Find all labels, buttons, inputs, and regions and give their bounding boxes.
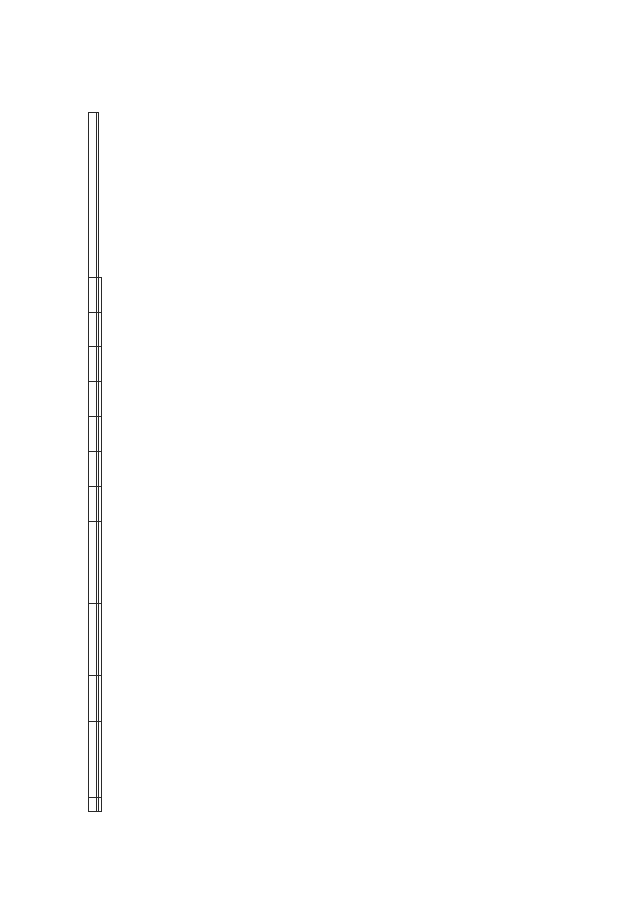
item-name bbox=[99, 721, 101, 797]
column-number-row bbox=[89, 113, 97, 812]
value-cell bbox=[99, 347, 101, 382]
col-header bbox=[89, 797, 97, 811]
value-cell bbox=[99, 312, 101, 347]
empty-cell bbox=[97, 113, 99, 278]
value-cell bbox=[99, 487, 101, 522]
col-header bbox=[89, 113, 97, 278]
item-program bbox=[99, 604, 101, 676]
col-header bbox=[89, 487, 97, 522]
col-header bbox=[89, 382, 97, 417]
col-header bbox=[89, 676, 97, 721]
col-header bbox=[89, 604, 97, 676]
value-cell bbox=[99, 277, 101, 312]
table-row bbox=[99, 113, 101, 812]
rotated-table-page bbox=[88, 112, 613, 812]
col-header bbox=[89, 452, 97, 487]
value-cell bbox=[99, 382, 101, 417]
col-header bbox=[89, 347, 97, 382]
item-period bbox=[99, 676, 101, 721]
value-cell bbox=[99, 452, 101, 487]
source-label bbox=[99, 522, 101, 604]
value-cell bbox=[99, 417, 101, 452]
col-header bbox=[89, 721, 97, 797]
item-number bbox=[99, 797, 101, 811]
col-header bbox=[89, 417, 97, 452]
col-header bbox=[89, 522, 97, 604]
financing-table bbox=[88, 112, 102, 812]
col-header bbox=[89, 277, 97, 312]
col-header bbox=[89, 312, 97, 347]
